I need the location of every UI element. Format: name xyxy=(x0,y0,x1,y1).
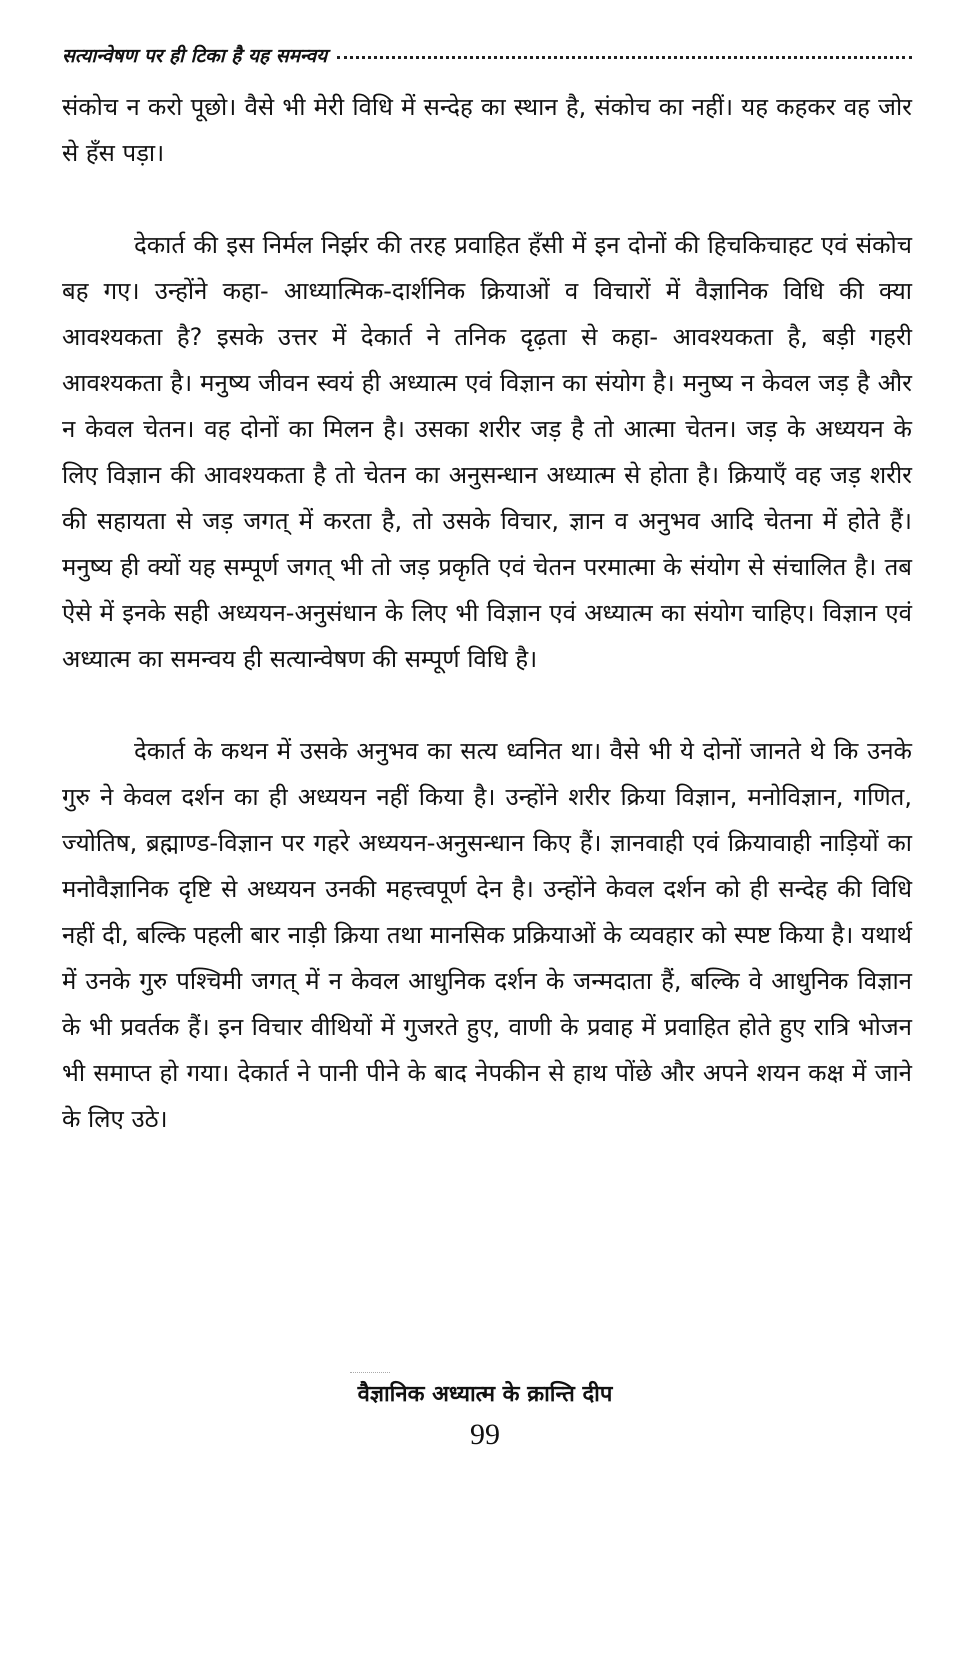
running-header xyxy=(62,38,912,72)
footer-book-title: वैज्ञानिक अध्यात्म के क्रान्ति दीप xyxy=(357,1382,613,1407)
paragraph: देकार्त की इस निर्मल निर्झर की तरह प्रवाहित हँसी में इन दोनों की हिचकिचाहट एवं संकोच बह गए। उन्होंने कहा- आध्यात्मिक-दार्शनिक क्रियाओं व विचारों में वैज्ञानिक विधि की क्या आवश्यकता है? इसके उत्तर में देकार्त ने तनिक दृढ़ता से कहा- आवश्यकता है, बड़ी गहरी आवश्यकता है। मनुष्य जीवन स्वयं ही अध्यात्म एवं विज्ञान का संयोग है। मनुष्य न केवल जड़ है और न केवल चेतन। वह दोनों का मिलन है। उसका शरीर जड़ है तो आत्मा चेतन। जड़ के अध्ययन के लिए विज्ञान की आवश्यकता है तो चेतन का अनुसन्धान अध्यात्म से होता है। क्रियाएँ वह जड़ शरीर की सहायता से जड़ जगत् में करता है, तो उसके विचार, ज्ञान व अनुभव आदि चेतना में होते हैं। मनुष्य ही क्यों यह सम्पूर्ण जगत् भी तो जड़ प्रकृति एवं चेतन परमात्मा के संयोग से संचालित है। तब ऐसे में इनके सही अध्ययन-अनुसंधान के लिए भी विज्ञान एवं अध्यात्म का संयोग चाहिए। विज्ञान एवं अध्यात्म का समन्वय ही सत्यान्वेषण की सम्पूर्ण विधि है। xyxy=(62,231,912,673)
body-text xyxy=(62,84,912,1188)
running-header-title: सत्यान्वेषण पर ही टिका है यह समन्वय xyxy=(62,45,328,67)
footer-ornament xyxy=(350,1368,390,1373)
paragraph: देकार्त के कथन में उसके अनुभव का सत्य ध्वनित था। वैसे भी ये दोनों जानते थे कि उनके गुरु ने केवल दर्शन का ही अध्ययन नहीं किया है। उन्होंने शरीर क्रिया विज्ञान, मनोविज्ञान, गणित, ज्योतिष, ब्रह्माण्ड-विज्ञान पर गहरे अध्ययन-अनुसन्धान किए हैं। ज्ञानवाही एवं क्रियावाही नाड़ियों का मनोवैज्ञानिक दृष्टि से अध्ययन उनकी महत्त्वपूर्ण देन है। उन्होंने केवल दर्शन को ही सन्देह की विधि नहीं दी, बल्कि पहली बार नाड़ी क्रिया तथा मानसिक प्रक्रियाओं के व्यवहार को स्पष्ट किया है। यथार्थ में उनके गुरु पश्चिमी जगत् में न केवल आधुनिक दर्शन के जन्मदाता हैं, बल्कि वे आधुनिक विज्ञान के भी प्रवर्तक हैं। इन विचार वीथियों में गुजरते हुए, वाणी के प्रवाह में प्रवाहित होते हुए रात्रि भोजन भी समाप्त हो गया। देकार्त ने पानी पीने के बाद नेपकीन से हाथ पोंछे और अपने शयन कक्ष में जाने के लिए उठे। xyxy=(62,737,912,1133)
paragraph-continuation: संकोच न करो पूछो। वैसे भी मेरी विधि में सन्देह का स्थान है, संकोच का नहीं। यह कहकर वह जोर से हँस पड़ा। xyxy=(62,93,912,167)
header-dotted-leader xyxy=(337,56,912,59)
page-number: 99 xyxy=(470,1418,500,1451)
